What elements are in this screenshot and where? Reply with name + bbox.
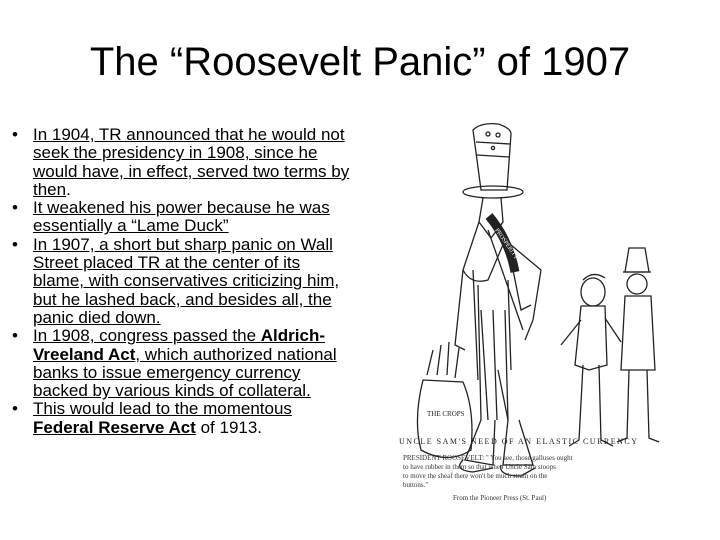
caption-line: PRESIDENT ROOSEVELT: " You see, those galluses ought <box>403 454 573 462</box>
caption-title: UNCLE SAM'S NEED OF AN ELASTIC CURRENCY <box>399 437 639 446</box>
uncle-sam-figure <box>455 124 541 476</box>
bullet-item <box>10 400 355 437</box>
svg-text:PROSPERITY: PROSPERITY <box>493 227 519 261</box>
caption-line: to move the sheaf there won't be much strain on the <box>403 472 548 480</box>
caption-line: to have rubber in them so that when Uncle Sam stoops <box>403 463 556 471</box>
slide-title: The “Roosevelt Panic” of 1907 <box>89 40 631 84</box>
businessman-figure <box>617 248 659 442</box>
bullet-text: In 1904, TR announced that he would not seek the presidency in 1908, since he would have, in effect, served two terms by then <box>33 125 350 199</box>
caption-source: From the Pioneer Press (St. Paul) <box>453 494 547 502</box>
caption-line: buttons." <box>403 481 429 489</box>
bullet-item <box>10 327 355 400</box>
bullet-text: This would lead to the momentous <box>33 399 292 419</box>
bullet-item <box>10 199 355 236</box>
bullet-bold-text: Aldrich-Vreeland Act <box>33 326 325 364</box>
bullet-text: of 1913. <box>195 417 263 437</box>
bullet-text: In 1908, congress passed the <box>33 326 261 346</box>
bullet-item <box>10 236 355 327</box>
bullet-text: In 1907, a short but sharp panic on Wall Street placed TR at the center of its blame, with conservatives criticizing him, but he lashed back, and besides all, the panic died down. <box>33 234 340 327</box>
bullet-item <box>10 126 355 199</box>
bullet-text: It weakened his power because he was essentially a “Lame Duck” <box>33 198 330 236</box>
bullet-list <box>10 126 355 437</box>
bullet-text: , which authorized national banks to issue emergency currency backed by various kinds of collateral. <box>33 344 337 401</box>
bullet-bold-text: Federal Reserve Act <box>33 417 196 437</box>
roosevelt-figure <box>561 274 621 446</box>
bullet-tail: . <box>66 179 71 199</box>
political-cartoon <box>393 120 663 510</box>
crops-label: THE CROPS <box>427 410 465 418</box>
